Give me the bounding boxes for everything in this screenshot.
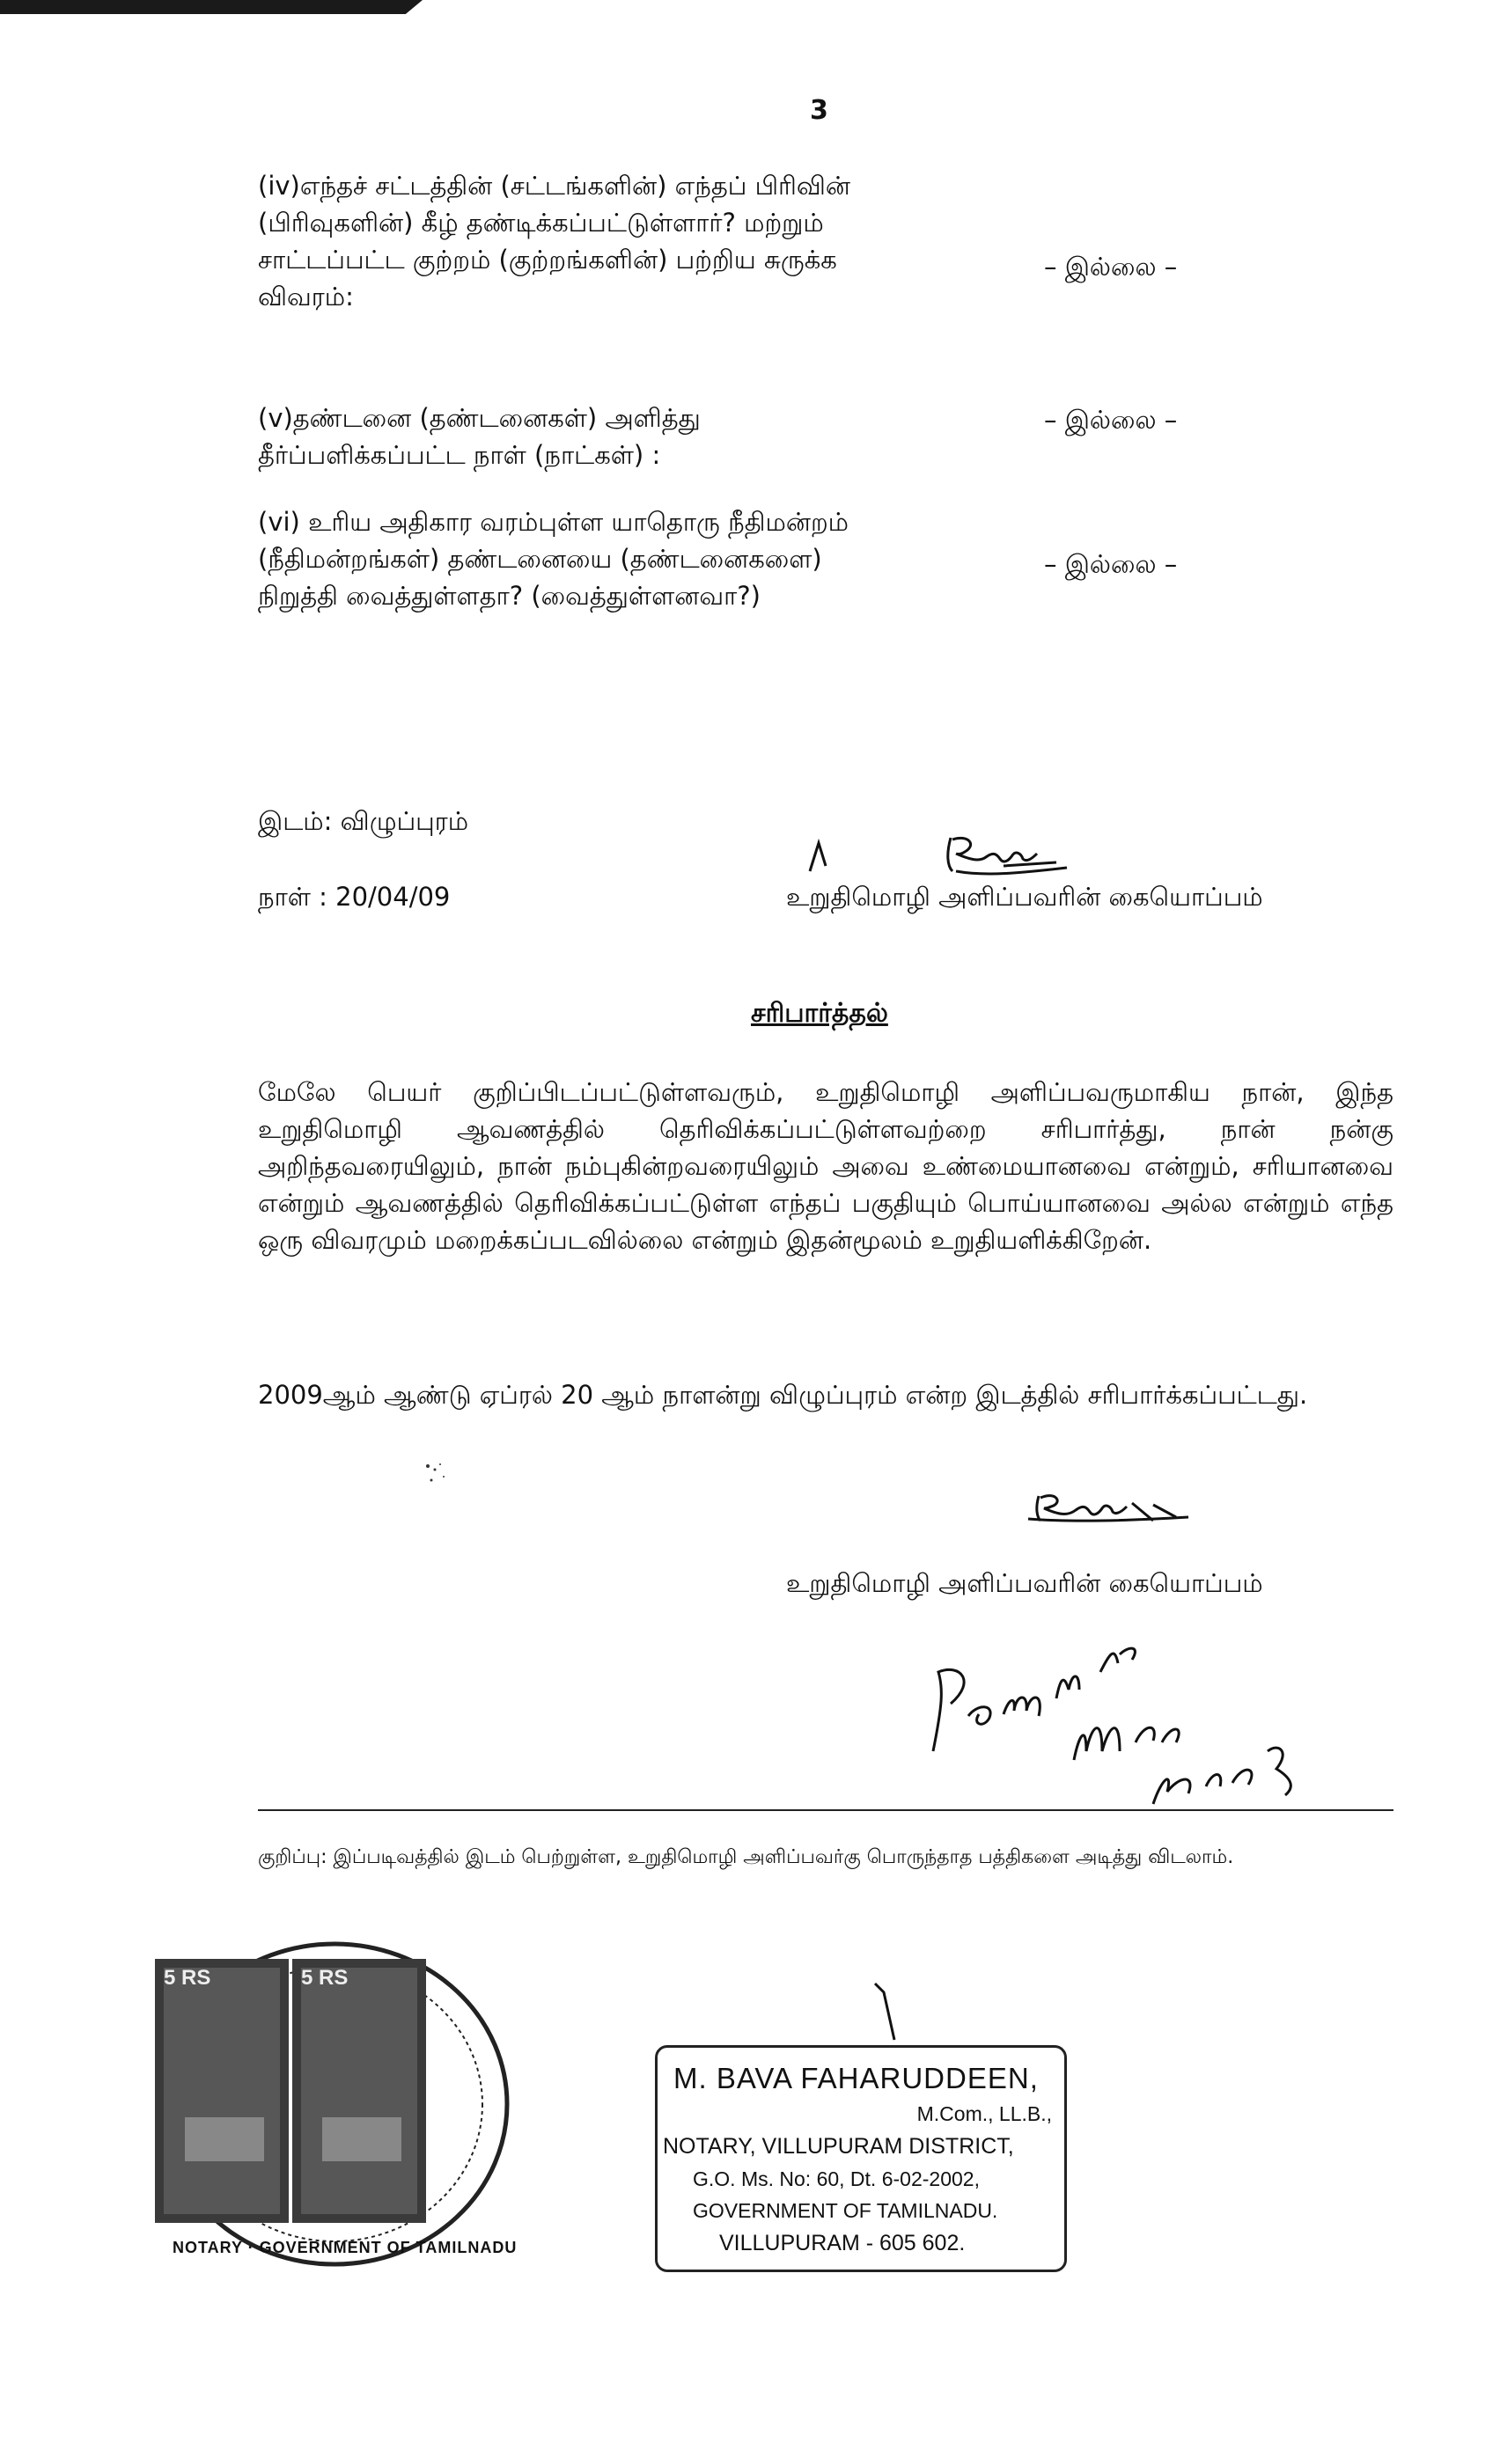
date: நாள் : 20/04/09 [258,882,451,912]
signature-mark-2 [1021,1478,1215,1531]
scan-specks [423,1461,458,1496]
verification-paragraph: மேலே பெயர் குறிப்பிடப்பட்டுள்ளவரும், உறுதிமொழி அளிப்பவருமாகிய நான், இந்த உறுதிமொழி ஆவணத்தில் தெரிவிக்கப்பட்டுள்ளவற்றை சரிபார்த்து, நான் நன்கு அறிந்தவரையிலும், நான் நம்புகின்றவரையிலும் அவை உண்மையானவை என்றும், சரியானவை என்றும் ஆவணத்தில் தெரிவிக்கப்பட்டுள்ள எந்தப் பகுதியும் பொய்யானவை அல்ல என்றும் எந்த ஒரு விவரமும் மறைக்கப்படவில்லை என்றும் இதன்மூலம் உறுதியளிக்கிறேன். [258,1077,1393,1255]
stamp-tick-mark [871,1975,907,2045]
notary-title: NOTARY, VILLUPURAM DISTRICT, [663,2134,1014,2159]
scan-corner-mark [0,0,423,14]
revenue-stamp-label-2: 5 RS [301,1966,349,1990]
question-iv-answer: – இல்லை – [1044,252,1178,282]
question-iv-text: (iv)எந்தச் சட்டத்தின் (சட்டங்களின்) எந்தப் பிரிவின் (பிரிவுகளின்) கீழ் தண்டிக்கப்பட்டுள்ளார்? மற்றும் சாட்டப்பட்ட குற்றம் (குற்றங்களின்) பற்றிய சுருக்க விவரம்: [258,171,851,312]
notary-qualification: M.Com., LL.B., [916,2102,1052,2125]
place: இடம்: விழுப்புரம் [258,806,469,836]
footer-divider [258,1809,1393,1811]
signature-caption-2: உறுதிமொழி அளிப்பவரின் கையொப்பம் [786,1568,1263,1598]
notary-order: G.O. Ms. No: 60, Dt. 6-02-2002, [693,2167,980,2190]
notary-seal-label: NOTARY · GOVERNMENT OF TAMILNADU [173,2239,518,2256]
question-v-answer: – இல்லை – [1044,405,1178,435]
question-vi-answer: – இல்லை – [1044,549,1178,579]
signature-mark-1 [792,827,1109,880]
notary-address: VILLUPURAM - 605 602. [719,2231,966,2255]
page-number: 3 [810,95,828,126]
notary-stamp [655,2045,1067,2272]
handwritten-scrawl [898,1619,1320,1822]
question-v-text: (v)தண்டனை (தண்டனைகள்) அளித்து தீர்ப்பளிக்கப்பட்ட நாள் (நாட்கள்) : [258,403,701,470]
notary-government: GOVERNMENT OF TAMILNADU. [693,2199,998,2222]
footnote: குறிப்பு: இப்படிவத்தில் இடம் பெற்றுள்ள, உறுதிமொழி அளிப்பவர்கு பொருந்தாத பத்திகளை அடித்து விடலாம். [258,1846,1234,1868]
signature-caption-1: உறுதிமொழி அளிப்பவரின் கையொப்பம் [786,882,1263,912]
verification-date-line: 2009ஆம் ஆண்டு ஏப்ரல் 20 ஆம் நாளன்று விழுப்புரம் என்ற இடத்தில் சரிபார்க்கப்பட்டது. [258,1380,1308,1410]
question-vi-text: (vi) உரிய அதிகார வரம்புள்ள யாதொரு நீதிமன்றம் (நீதிமன்றங்கள்) தண்டனையை (தண்டனைகளை) நிறுத்தி வைத்துள்ளதா? (வைத்துள்ளனவா?) [258,507,849,611]
verification-heading: சரிபார்த்தல் [751,998,888,1029]
notary-name: M. BAVA FAHARUDDEEN, [673,2062,1039,2094]
revenue-stamp-label-1: 5 RS [164,1966,211,1990]
